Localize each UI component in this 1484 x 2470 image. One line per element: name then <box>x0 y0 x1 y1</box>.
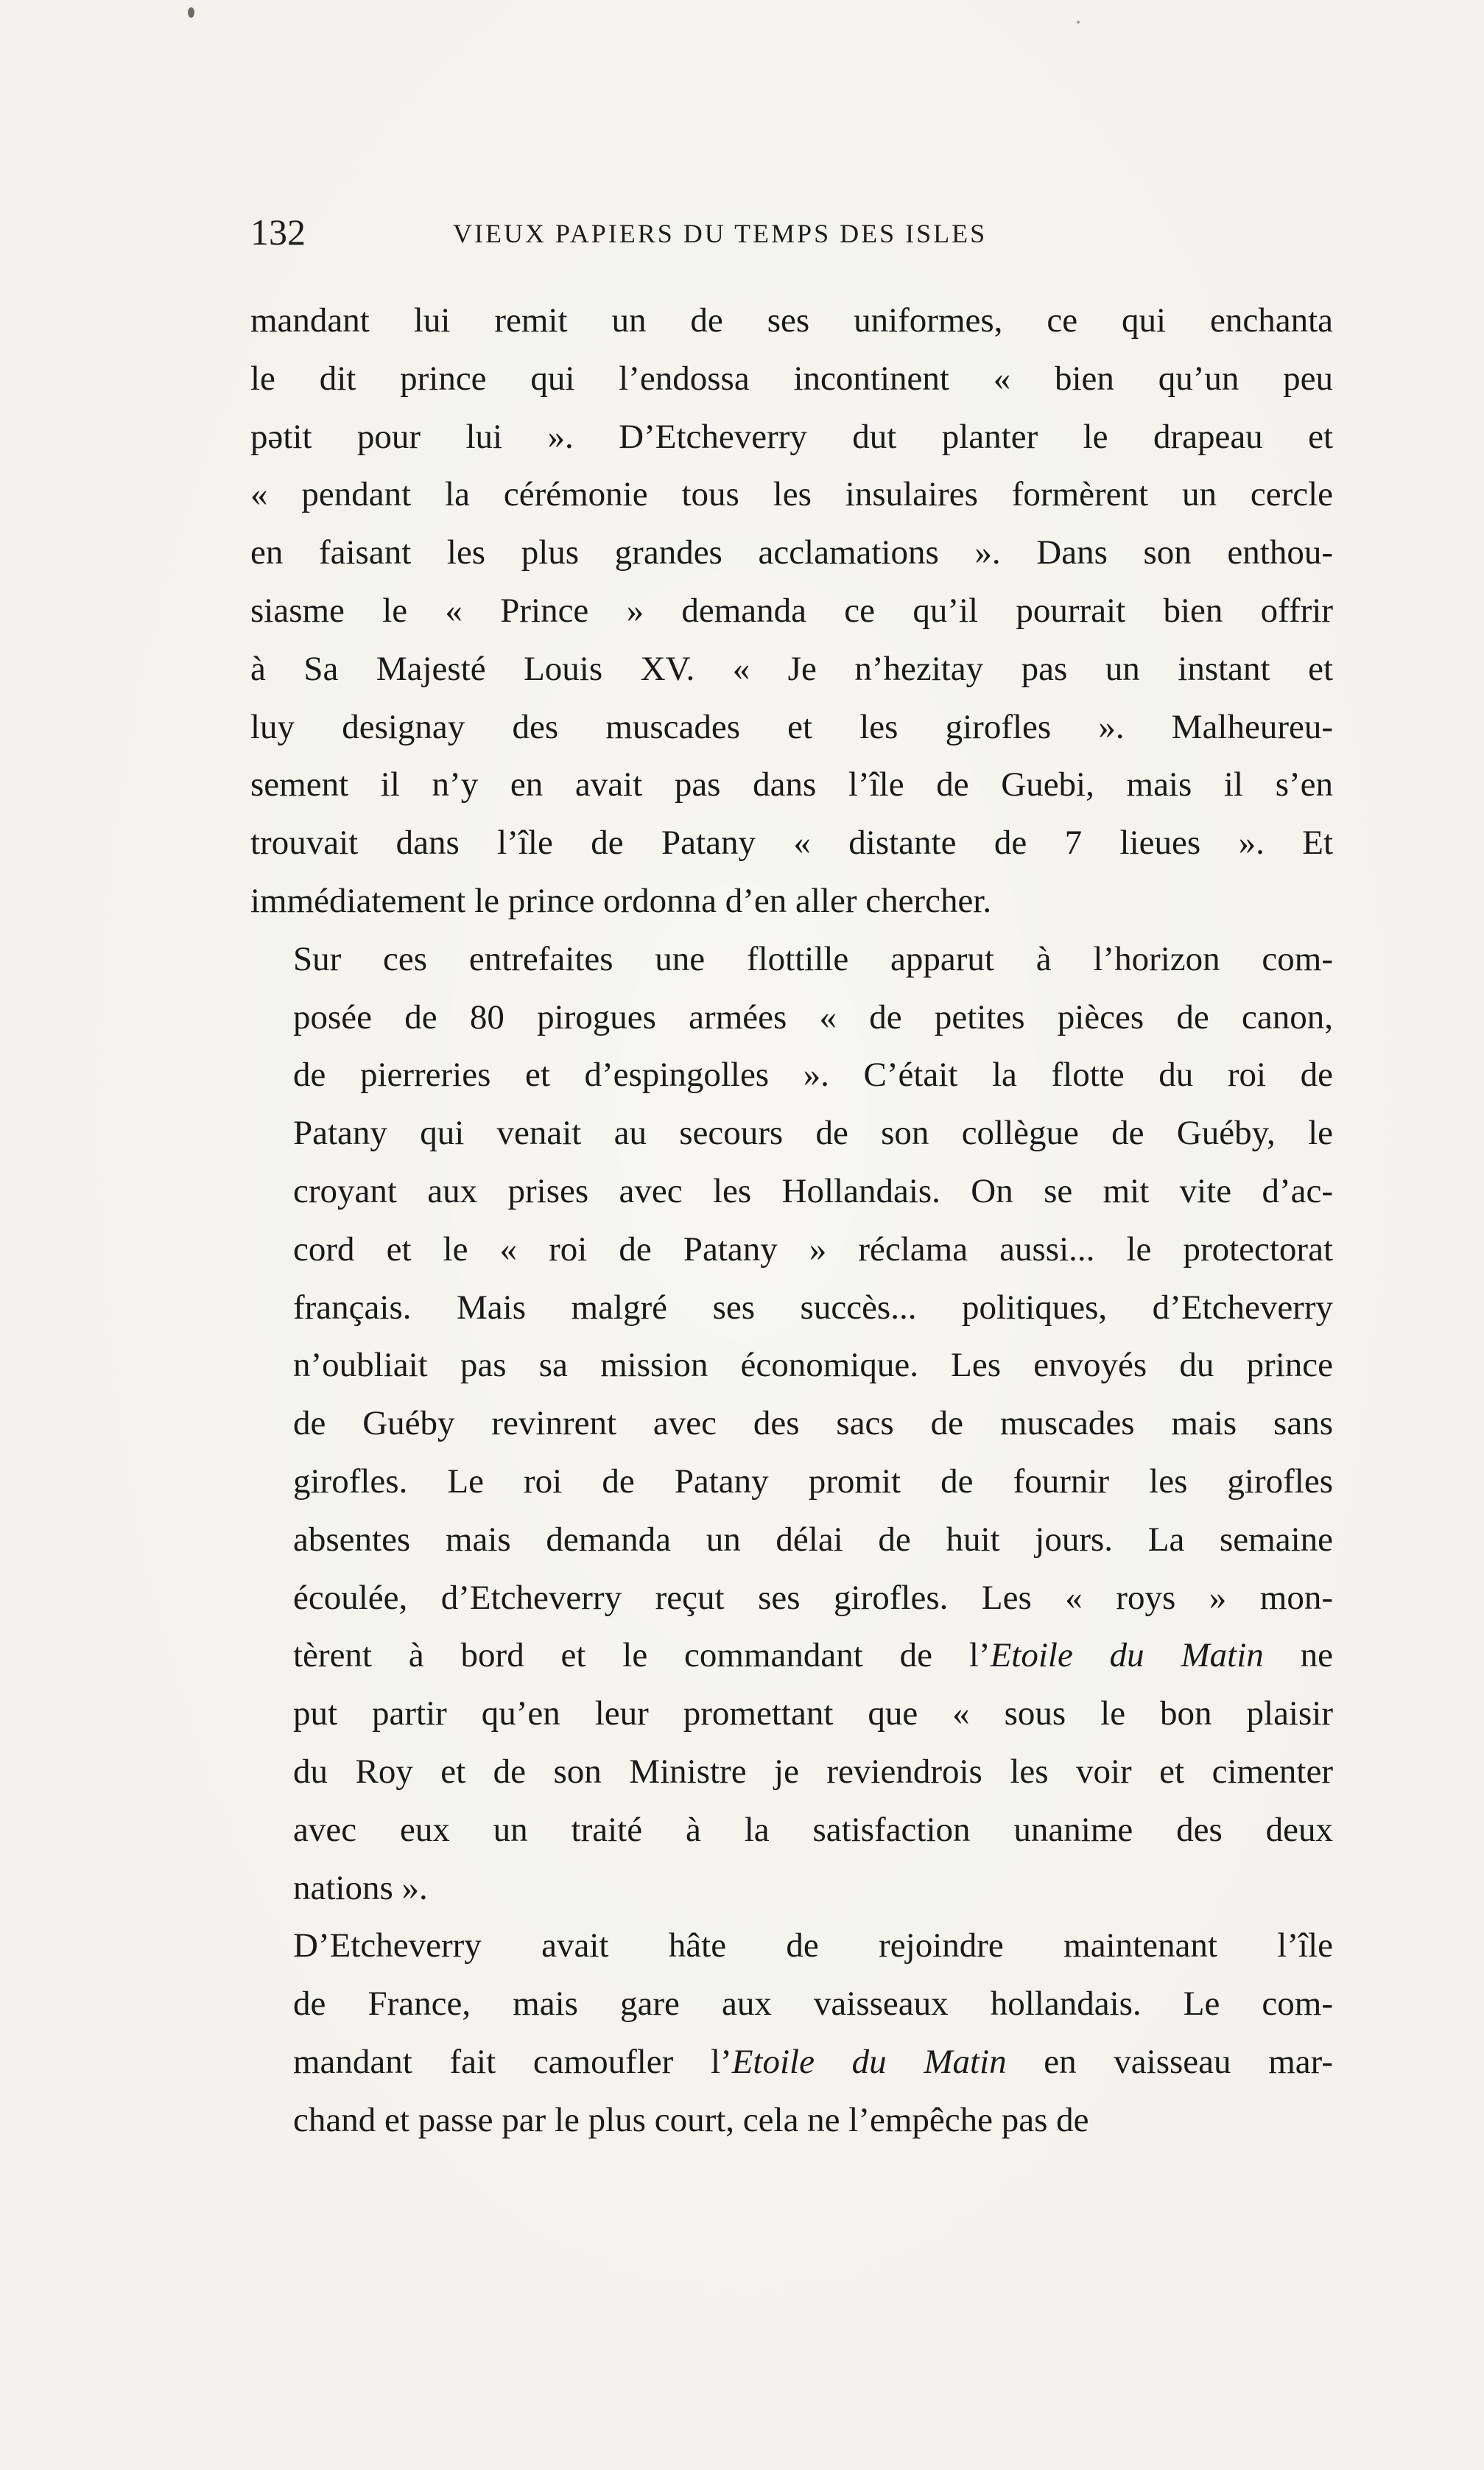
text-line: siasme le « Prince » demanda ce qu’il pourrait bien offrir <box>250 591 1333 630</box>
paper-speck <box>1077 21 1080 24</box>
text-line: de pierreries et d’espingolles ». C’était la flotte du roi de <box>293 1056 1333 1095</box>
text-line: Patany qui venait au secours de son collègue de Guéby, le <box>293 1114 1333 1153</box>
text-line: en faisant les plus grandes acclamations ». Dans son enthou- <box>250 533 1333 572</box>
page-number: 132 <box>250 211 306 253</box>
text-line: du Roy et de son Ministre je reviendrois les voir et cimenter <box>293 1752 1333 1791</box>
text-line: girofles. Le roi de Patany promit de fournir les girofles <box>293 1462 1333 1501</box>
text-line: put partir qu’en leur promettant que « sous le bon plaisir <box>293 1694 1333 1733</box>
text-line: français. Mais malgré ses succès... politiques, d’Etcheverry <box>293 1288 1333 1327</box>
text-line: avec eux un traité à la satisfaction unanime des deux <box>293 1810 1333 1849</box>
text-line: cord et le « roi de Patany » réclama aussi... le protectorat <box>293 1229 1333 1269</box>
text-line: mandant fait camoufler l’Etoile du Matin en vaisseau mar- <box>293 2042 1333 2081</box>
page-header <box>250 211 1333 253</box>
paper-speck <box>188 7 194 18</box>
paragraph <box>250 292 1333 930</box>
text-line: croyant aux prises avec les Hollandais. On se mit vite d’ac- <box>293 1171 1333 1210</box>
text-line: n’oubliait pas sa mission économique. Les envoyés du prince <box>293 1346 1333 1385</box>
text-line: D’Etcheverry avait hâte de rejoindre maintenant l’île <box>293 1926 1333 1965</box>
text-line: posée de 80 pirogues armées « de petites pièces de canon, <box>293 997 1333 1036</box>
text-line: pətit pour lui ». D’Etcheverry dut planter le drapeau et <box>250 417 1333 456</box>
text-line: à Sa Majesté Louis XV. « Je n’hezitay pas un instant et <box>250 649 1333 688</box>
text-line: de France, mais gare aux vaisseaux hollandais. Le com- <box>293 1985 1333 2024</box>
text-line: luy designay des muscades et les girofles ». Malheureu- <box>250 707 1333 746</box>
text-line: absentes mais demanda un délai de huit jours. La semaine <box>293 1520 1333 1559</box>
body-text <box>250 292 1333 2150</box>
text-line: nations ». <box>293 1868 428 1907</box>
text-line: « pendant la cérémonie tous les insulaires formèrent un cercle <box>250 475 1333 514</box>
text-line: écoulée, d’Etcheverry reçut ses girofles. Les « roys » mon- <box>293 1578 1333 1617</box>
paragraph <box>250 1917 1333 2149</box>
text-line: sement il n’y en avait pas dans l’île de Guebi, mais il s’en <box>250 765 1333 804</box>
text-line: trouvait dans l’île de Patany « distante de 7 lieues ». Et <box>250 824 1333 863</box>
text-line: mandant lui remit un de ses uniformes, ce qui enchanta <box>250 301 1333 340</box>
text-line: tèrent à bord et le commandant de l’Etoile du Matin ne <box>293 1636 1333 1675</box>
text-line: immédiatement le prince ordonna d’en aller chercher. <box>250 881 992 920</box>
running-title: VIEUX PAPIERS DU TEMPS DES ISLES <box>453 219 988 248</box>
paragraph <box>250 930 1333 1918</box>
text-line: le dit prince qui l’endossa incontinent « bien qu’un peu <box>250 359 1333 398</box>
text-line: chand et passe par le plus court, cela ne l’empêche pas de <box>293 2100 1089 2139</box>
text-line: de Guéby revinrent avec des sacs de muscades mais sans <box>293 1404 1333 1443</box>
text-line: Sur ces entrefaites une flottille apparut à l’horizon com- <box>293 939 1333 978</box>
